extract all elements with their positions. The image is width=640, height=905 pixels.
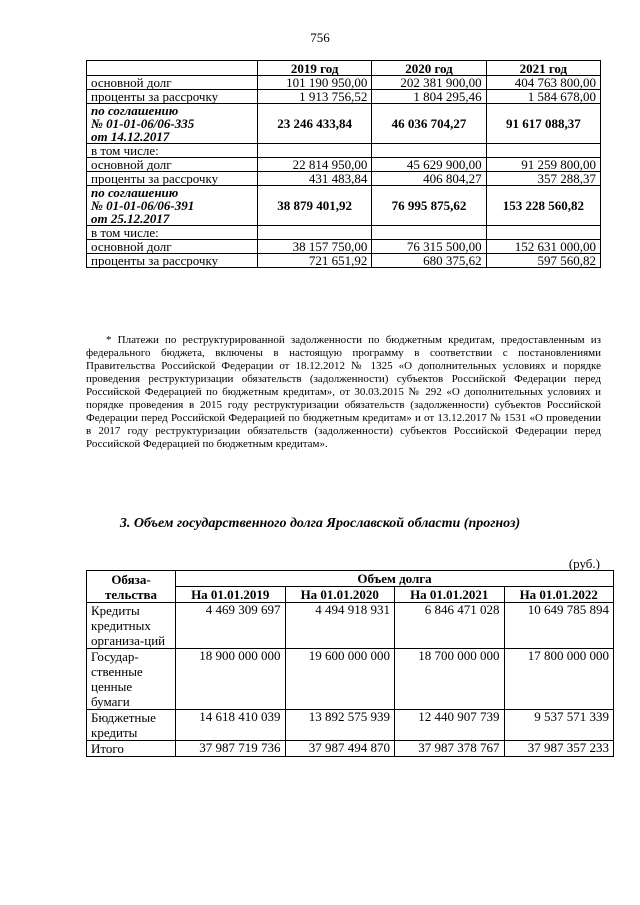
value-cell: 45 629 900,00	[372, 158, 486, 172]
agreement-label	[87, 186, 258, 226]
value-cell: 14 618 410 039	[176, 710, 286, 741]
value-cell: 406 804,27	[372, 172, 486, 186]
value-cell: 46 036 704,27	[372, 104, 486, 144]
agreement-row	[87, 186, 601, 226]
value-cell: 202 381 900,00	[372, 76, 486, 90]
header-volume: Объем долга	[176, 571, 614, 587]
date-header: На 01.01.2022	[504, 587, 614, 603]
value-cell: 91 259 800,00	[486, 158, 600, 172]
row-label: основной долг	[87, 158, 258, 172]
value-cell: 17 800 000 000	[504, 649, 614, 710]
row-label: проценты за рассрочку	[87, 254, 258, 268]
header-obligations: Обяза-тельства	[87, 571, 176, 603]
value-cell: 76 995 875,62	[372, 186, 486, 226]
date-header: На 01.01.2020	[285, 587, 395, 603]
value-cell: 1 584 678,00	[486, 90, 600, 104]
agreement-label-line: от 25.12.2017	[91, 211, 170, 226]
row-label: проценты за рассрочку	[87, 172, 258, 186]
agreement-label-line: по соглашению	[91, 103, 179, 118]
debt-volume-table	[86, 570, 614, 757]
table-row	[87, 741, 614, 757]
row-label: в том числе:	[87, 144, 258, 158]
repayment-schedule-table	[86, 60, 601, 268]
value-cell: 404 763 800,00	[486, 76, 600, 90]
date-header: На 01.01.2019	[176, 587, 286, 603]
table-row	[87, 76, 601, 90]
header-cell	[87, 61, 258, 76]
date-header: На 01.01.2021	[395, 587, 505, 603]
value-cell: 76 315 500,00	[372, 240, 486, 254]
section-title: 3. Объем государственного долга Ярославской области (прогноз)	[119, 516, 521, 531]
value-cell	[372, 144, 486, 158]
table-row	[87, 158, 601, 172]
header-cell: 2020 год	[372, 61, 486, 76]
row-label: Бюджетные кредиты	[87, 710, 176, 741]
header-cell: 2019 год	[258, 61, 372, 76]
value-cell: 18 900 000 000	[176, 649, 286, 710]
value-cell: 38 879 401,92	[258, 186, 372, 226]
value-cell: 597 560,82	[486, 254, 600, 268]
value-cell: 1 913 756,52	[258, 90, 372, 104]
value-cell	[258, 144, 372, 158]
value-cell: 6 846 471 028	[395, 603, 505, 649]
value-cell: 37 987 719 736	[176, 741, 286, 757]
agreement-label	[87, 104, 258, 144]
value-cell	[486, 144, 600, 158]
value-cell: 22 814 950,00	[258, 158, 372, 172]
value-cell: 357 288,37	[486, 172, 600, 186]
value-cell: 38 157 750,00	[258, 240, 372, 254]
value-cell: 18 700 000 000	[395, 649, 505, 710]
value-cell	[486, 226, 600, 240]
table-row	[87, 144, 601, 158]
table-row	[87, 240, 601, 254]
value-cell	[258, 226, 372, 240]
table-row	[87, 710, 614, 741]
value-cell: 37 987 378 767	[395, 741, 505, 757]
row-label: проценты за рассрочку	[87, 90, 258, 104]
row-label: Государ-ственные ценные бумаги	[87, 649, 176, 710]
table-row	[87, 649, 614, 710]
table-header-row	[87, 61, 601, 76]
row-label: Кредиты кредитных организа-ций	[87, 603, 176, 649]
table-row	[87, 226, 601, 240]
value-cell: 153 228 560,82	[486, 186, 600, 226]
agreement-label-line: № 01-01-06/06-391	[91, 198, 195, 213]
value-cell: 152 631 000,00	[486, 240, 600, 254]
value-cell: 12 440 907 739	[395, 710, 505, 741]
table-header-row	[87, 571, 614, 587]
value-cell: 23 246 433,84	[258, 104, 372, 144]
value-cell: 4 469 309 697	[176, 603, 286, 649]
table-row	[87, 90, 601, 104]
agreement-label-line: по соглашению	[91, 185, 179, 200]
value-cell	[372, 226, 486, 240]
unit-label: (руб.)	[568, 556, 600, 571]
value-cell: 431 483,84	[258, 172, 372, 186]
value-cell: 9 537 571 339	[504, 710, 614, 741]
value-cell: 37 987 494 870	[285, 741, 395, 757]
page-number: 756	[310, 30, 330, 45]
row-label: в том числе:	[87, 226, 258, 240]
table-row	[87, 172, 601, 186]
row-label: основной долг	[87, 76, 258, 90]
value-cell: 91 617 088,37	[486, 104, 600, 144]
agreement-label-line: от 14.12.2017	[91, 129, 170, 144]
table-row	[87, 254, 601, 268]
row-label: основной долг	[87, 240, 258, 254]
table-row	[87, 603, 614, 649]
agreement-row	[87, 104, 601, 144]
value-cell: 1 804 295,46	[372, 90, 486, 104]
agreement-label-line: № 01-01-06/06-335	[91, 116, 195, 131]
value-cell: 680 375,62	[372, 254, 486, 268]
row-label: Итого	[87, 741, 176, 757]
value-cell: 10 649 785 894	[504, 603, 614, 649]
value-cell: 101 190 950,00	[258, 76, 372, 90]
header-cell: 2021 год	[486, 61, 600, 76]
value-cell: 37 987 357 233	[504, 741, 614, 757]
value-cell: 721 651,92	[258, 254, 372, 268]
footnote: * Платежи по реструктурированной задолженности по бюджетным кредитам, предоставленным из федерального бюджета, включены в настоящую программу в соответствии с постановлениями Правительства Российской Федерации от 18.12.2012 № 1325 «О дополнительных условиях и порядке проведения реструктуризации обязательств (задолженности) субъектов Российской Федерации перед Российской Федерацией по бюджетным кредитам», от 30.03.2015 № 292 «О дополнительных условиях и порядке проведения в 2015 году реструктуризации обязательств (задолженности) субъектов Российской Федерации перед Российской Федерацией по бюджетным кредитам» и от 13.12.2017 № 1531 «О проведении в 2017 году реструктуризации обязательств (задолженности) субъектов Российской Федерации перед Российской Федерацией по бюджетным кредитам».	[86, 334, 601, 450]
value-cell: 13 892 575 939	[285, 710, 395, 741]
value-cell: 4 494 918 931	[285, 603, 395, 649]
value-cell: 19 600 000 000	[285, 649, 395, 710]
